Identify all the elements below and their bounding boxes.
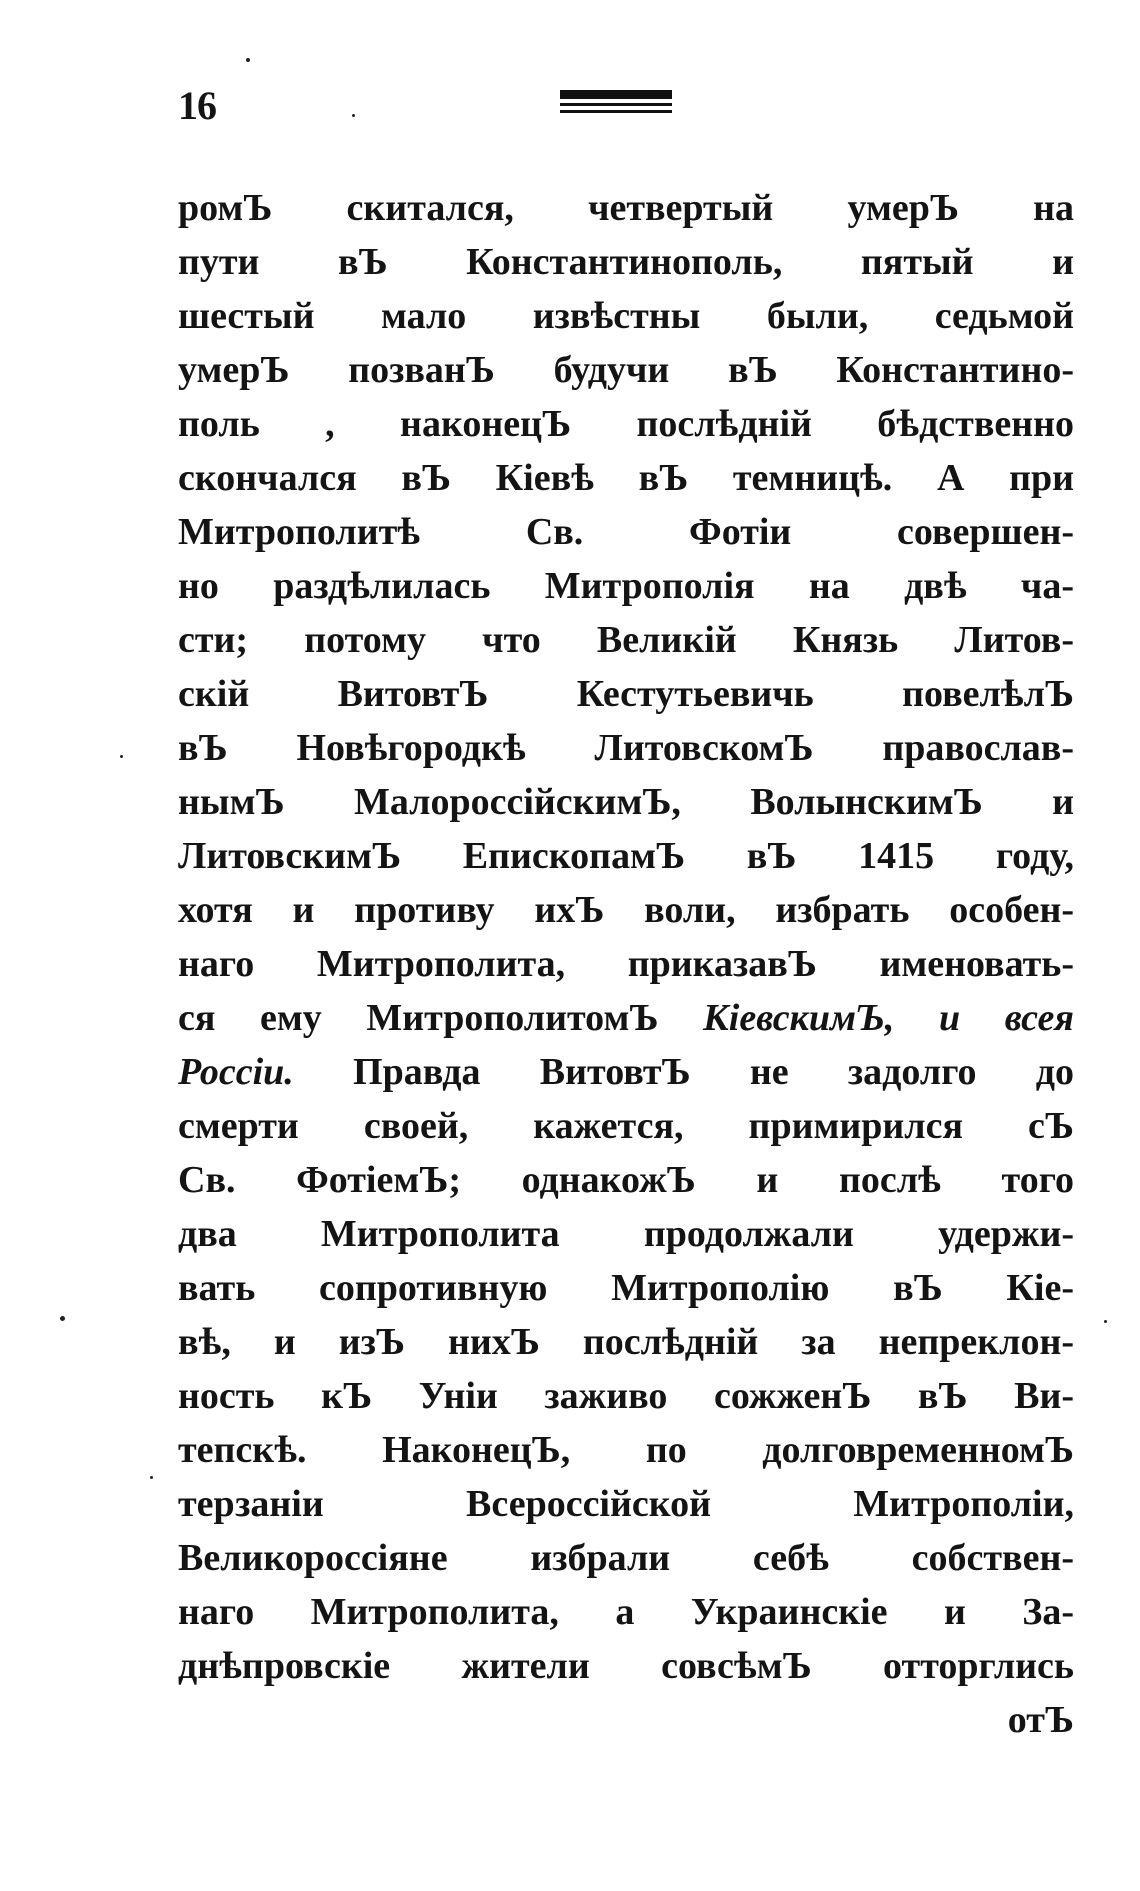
catchword: отЪ: [1007, 1699, 1074, 1741]
text-line: вать сопротивную Митрополію вЪ Кіе-: [178, 1267, 1074, 1309]
text-line: днѣпровскіе жители совсѣмЪ отторглись: [178, 1645, 1074, 1687]
text-line: Россіи. Правда ВитовтЪ не задолго до: [178, 1051, 1074, 1093]
text-line: ЛитовскимЪ ЕпископамЪ вЪ 1415 году,: [178, 835, 1074, 877]
ink-speck: [246, 58, 250, 62]
text-line: поль , наконецЪ послѣдній бѣдственно: [178, 403, 1074, 445]
text-line: хотя и противу ихЪ воли, избрать особен-: [178, 889, 1074, 931]
text-line: смерти своей, кажется, примирился сЪ: [178, 1105, 1074, 1147]
ink-speck: [352, 114, 355, 117]
text-line: ромЪ скитался, четвертый умерЪ на: [178, 187, 1074, 229]
header-rule: [560, 90, 672, 113]
text-line: но раздѣлилась Митрополія на двѣ ча-: [178, 565, 1074, 607]
text-line: вЪ Новѣгородкѣ ЛитовскомЪ православ-: [178, 727, 1074, 769]
header-rule-thin-bar: [560, 103, 672, 106]
ink-speck: [1104, 1320, 1107, 1323]
text-line: Митрополитѣ Св. Фотіи совершен-: [178, 511, 1074, 553]
ink-speck: [120, 755, 123, 758]
ink-speck: [150, 1476, 153, 1479]
text-line: терзаніи Всероссійской Митрополіи,: [178, 1483, 1074, 1525]
text-line: сти; потому что Великій Князь Литов-: [178, 619, 1074, 661]
text-line: нымЪ МалороссійскимЪ, ВолынскимЪ и: [178, 781, 1074, 823]
ink-speck: [60, 1316, 65, 1321]
italic-text: Россіи.: [178, 1051, 294, 1093]
page-number: 16: [178, 83, 216, 128]
text-line: ся ему МитрополитомЪ КіевскимЪ, и всея: [178, 997, 1074, 1039]
text-line: два Митрополита продолжали удержи-: [178, 1213, 1074, 1255]
header-rule-thin-bar: [560, 110, 672, 113]
text-line: скончался вЪ Кіевѣ вЪ темницѣ. А при: [178, 457, 1074, 499]
text-line: наго Митрополита, а Украинскіе и За-: [178, 1591, 1074, 1633]
text-line: тепскѣ. НаконецЪ, по долговременномЪ: [178, 1429, 1074, 1471]
text-line: наго Митрополита, приказавЪ именовать-: [178, 943, 1074, 985]
text-line: пути вЪ Константинополь, пятый и: [178, 241, 1074, 283]
italic-text: КіевскимЪ, и всея: [703, 997, 1074, 1039]
text-line: умерЪ позванЪ будучи вЪ Константино-: [178, 349, 1074, 391]
text-line: Великороссіяне избрали себѣ собствен-: [178, 1537, 1074, 1579]
text-line: вѣ, и изЪ нихЪ послѣдній за непреклон-: [178, 1321, 1074, 1363]
header-rule-thick-bar: [560, 90, 672, 99]
text-line: Св. ФотіемЪ; однакожЪ и послѣ того: [178, 1159, 1074, 1201]
text-line: скій ВитовтЪ Кестутьевичь повелѣлЪ: [178, 673, 1074, 715]
text-line: шестый мало извѣстны были, седьмой: [178, 295, 1074, 337]
body-text: [178, 181, 1074, 1747]
text-line: ность кЪ Уніи заживо сожженЪ вЪ Ви-: [178, 1375, 1074, 1417]
